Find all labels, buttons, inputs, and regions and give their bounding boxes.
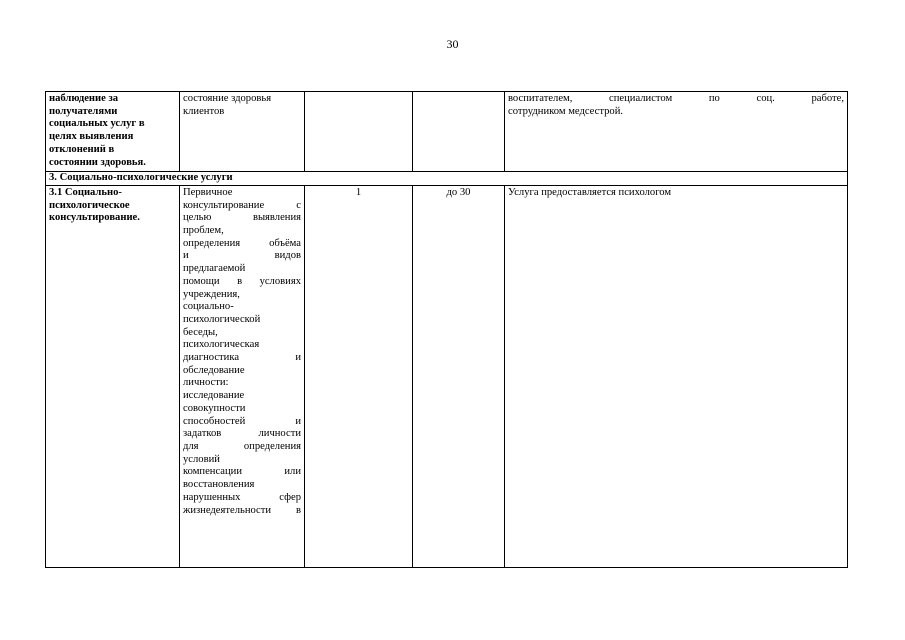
service-volume-cell (305, 92, 413, 172)
text-line: беседы, (183, 326, 218, 338)
text-line: исследование (183, 390, 245, 402)
text-line: помощи в условиях (183, 275, 301, 287)
text-line: 3.1 Социально- (49, 186, 122, 198)
text-line: предлагаемой (183, 263, 246, 275)
text-line: состояние здоровья (183, 93, 272, 104)
service-volume-cell: 1 (305, 185, 413, 567)
text-line: Первичное (183, 186, 233, 198)
text-line: отклонений в (49, 143, 115, 155)
table-row (46, 185, 848, 567)
text-line: психологической (183, 313, 261, 325)
text-line: задатков личности (183, 428, 301, 440)
text-line: определения объёма (183, 237, 301, 249)
text-line: способностей и (183, 415, 301, 427)
text-line: для определения (183, 440, 301, 452)
text-line: консультирование. (49, 212, 140, 224)
text-line: учреждения, (183, 288, 240, 300)
text-line: консультирование с (183, 199, 301, 211)
text-line: совокупности (183, 402, 246, 414)
text-line: воспитателем, специалистом по соц. работе, (508, 93, 844, 104)
service-provider-cell (505, 92, 848, 172)
section-title: 3. Социально-психологические услуги (46, 172, 848, 186)
service-time-cell (413, 92, 505, 172)
section-header-row (46, 172, 848, 186)
text-line: диагностика и (183, 352, 301, 364)
service-time-cell: до 30 (413, 185, 505, 567)
text-line: клиентов (183, 105, 225, 117)
text-line: личности: (183, 377, 229, 389)
text-line: жизнедеятельности в (183, 504, 301, 516)
table-row (46, 92, 848, 172)
text-line: компенсации или (183, 466, 301, 478)
page-number: 30 (446, 37, 459, 51)
text-line: целью выявления (183, 212, 301, 224)
text-line: восстановления (183, 479, 255, 491)
text-line: социально- (183, 301, 234, 313)
text-line: психологическое (49, 199, 130, 211)
text-line: проблем, (183, 225, 224, 237)
text-line: получателями (49, 105, 118, 117)
text-line: социальных услуг в (49, 118, 145, 130)
service-provider-cell: Услуга предоставляется психологом (505, 185, 848, 567)
text-line: сотрудником медсестрой. (508, 105, 624, 117)
text-line: и видов (183, 250, 301, 262)
text-line: состоянии здоровья. (49, 156, 146, 168)
service-name-cell (46, 92, 180, 172)
text-line: обследование (183, 364, 245, 376)
service-description-cell (180, 185, 305, 567)
text-line: нарушенных сфер (183, 491, 301, 503)
text-line: психологическая (183, 339, 260, 351)
text-line: наблюдение за (49, 93, 119, 104)
services-table (45, 91, 848, 568)
service-description-cell (180, 92, 305, 172)
text-line: условий (183, 453, 220, 465)
service-name-cell (46, 185, 180, 567)
text-line: целях выявления (49, 131, 134, 143)
